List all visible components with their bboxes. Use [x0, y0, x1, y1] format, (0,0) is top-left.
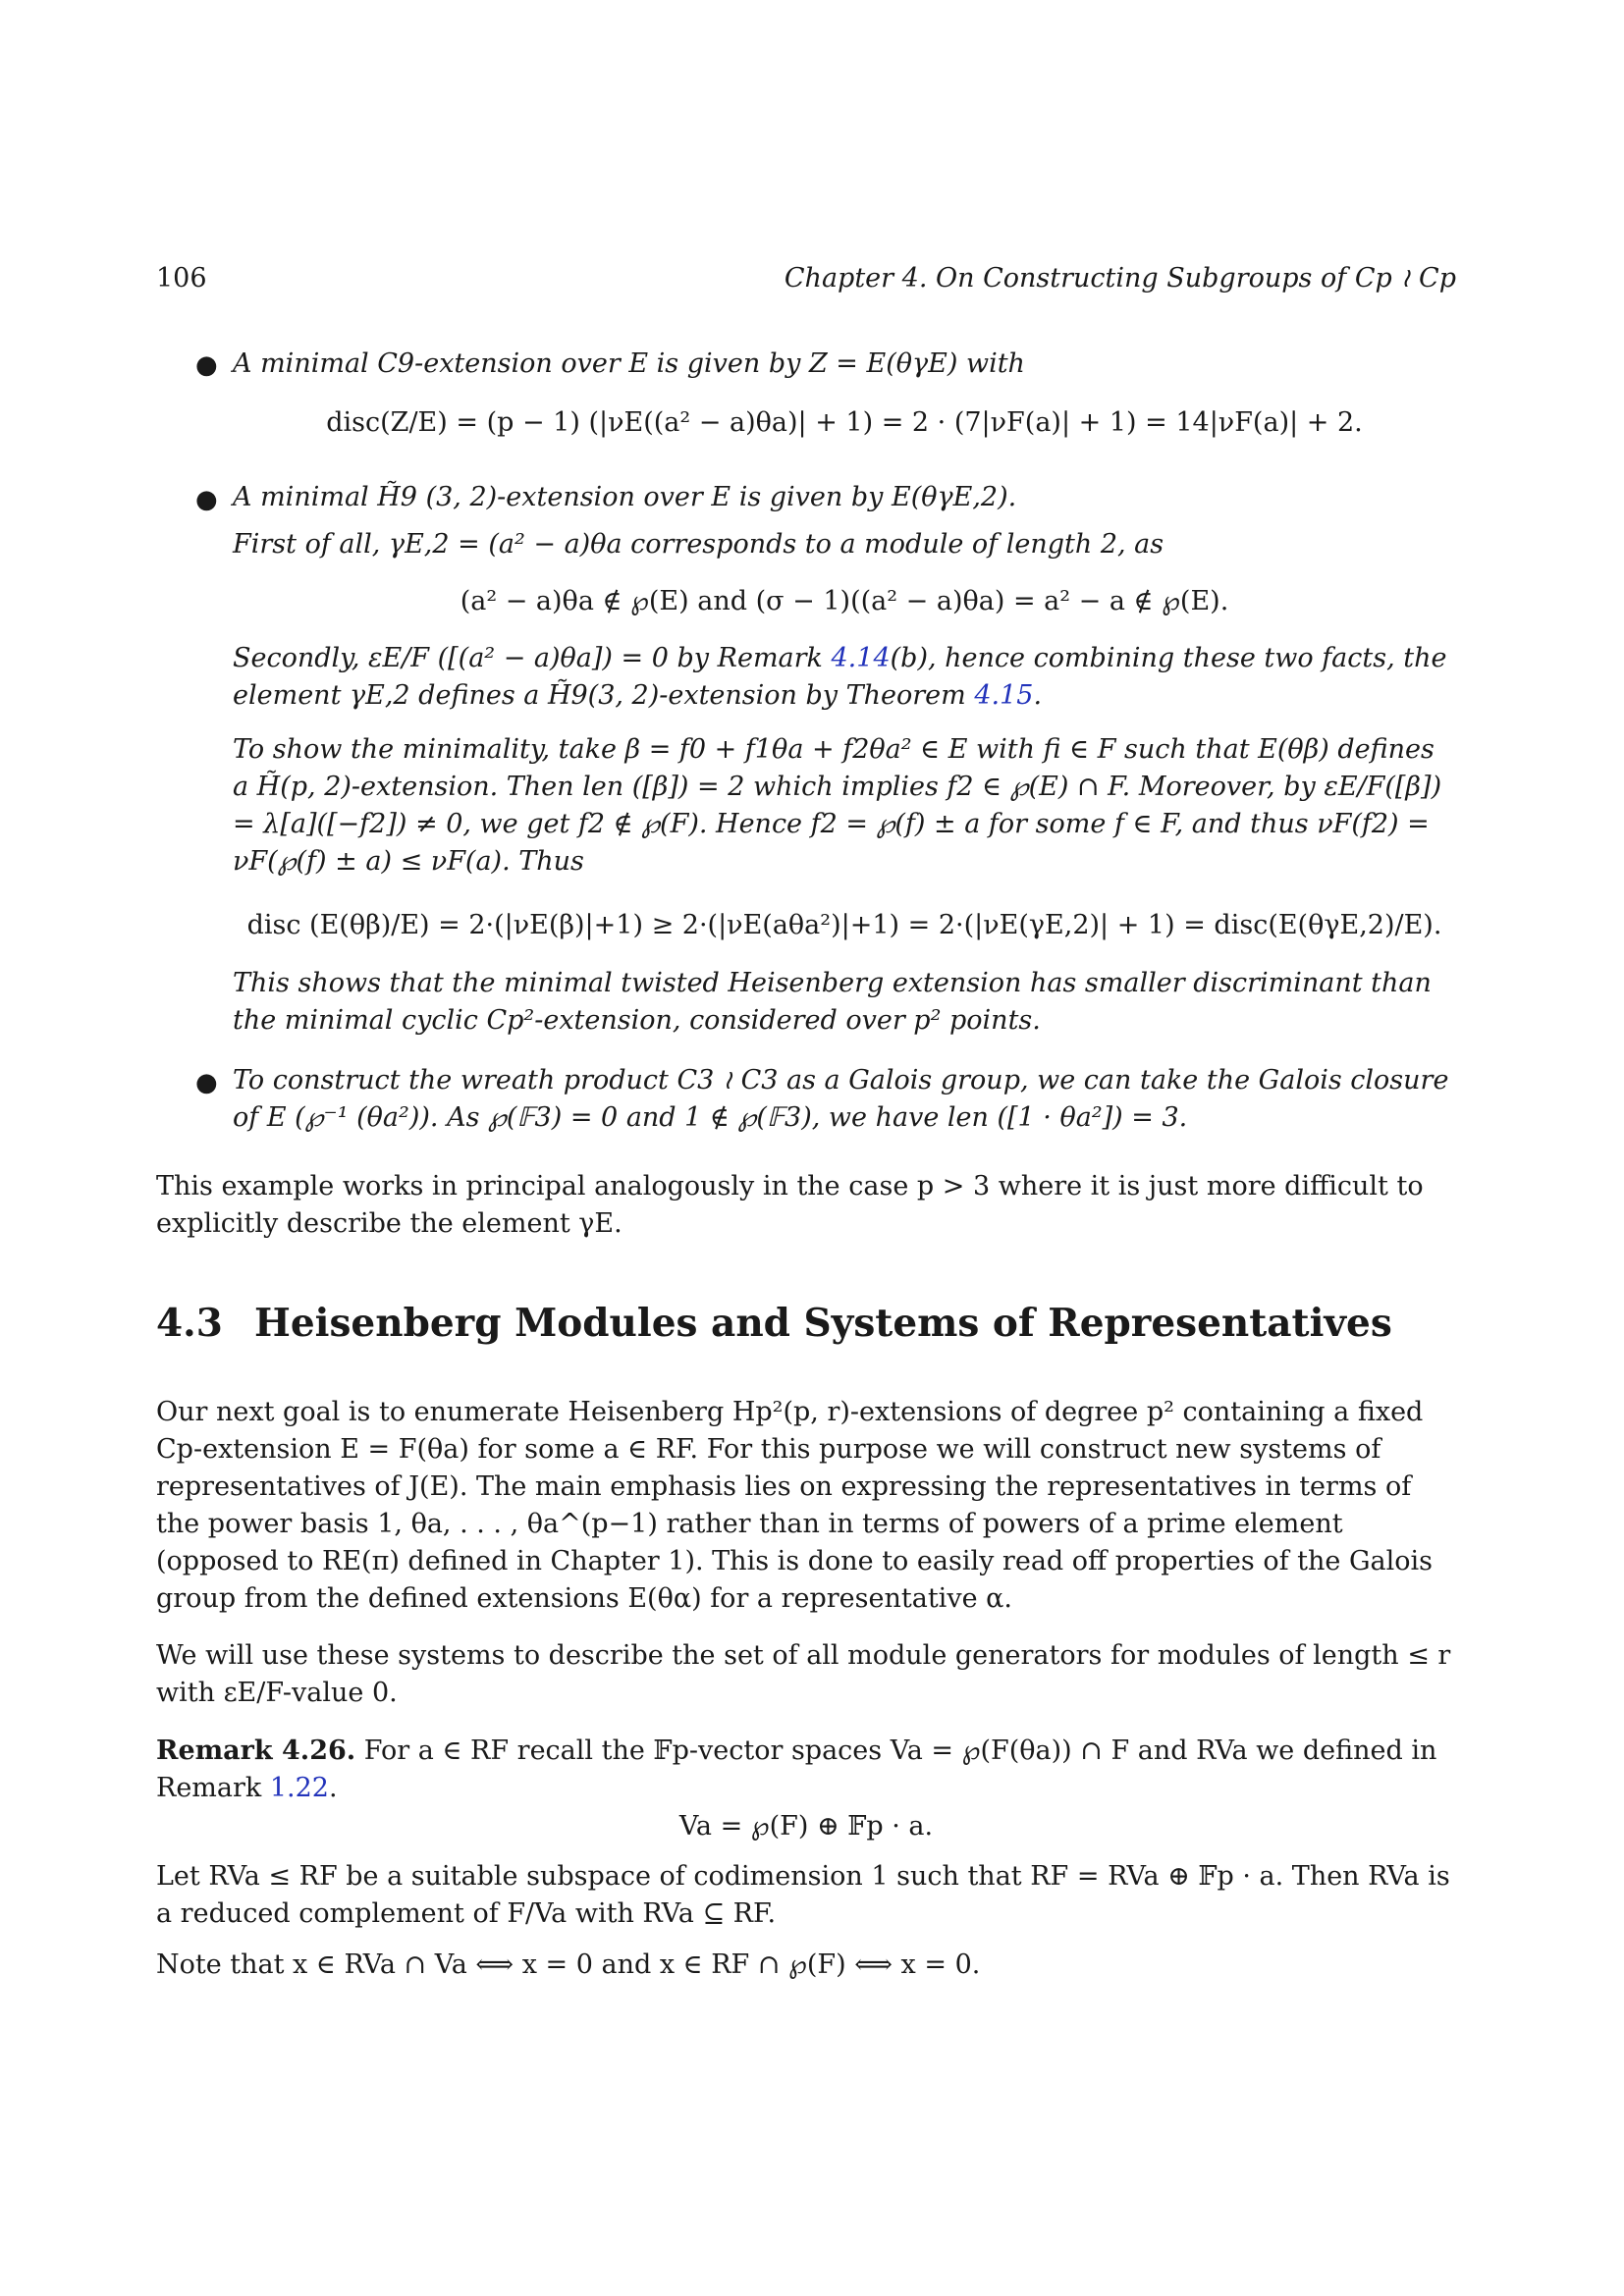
equation-disc-z: disc(Z/E) = (p − 1) (|νE((a² − a)θa)| + 1) = 2 · (7|νF(a)| + 1) = 14|νF(a)| + 2. [326, 407, 1363, 438]
bullet-icon: ● [195, 485, 218, 514]
paragraph-let: Let RVa ≤ RF be a suitable subspace of codimension 1 such that RF = RVa ⊕ 𝔽p · a. Then RVa is a reduced complement of F/Va with RVa ⊆ RF. [156, 1861, 1450, 1929]
paragraph-systems: We will use these systems to describe the set of all module generators for modules of length ≤ r with εE/F-value 0. [156, 1640, 1451, 1708]
remark-link[interactable]: 1.22 [269, 1773, 329, 1803]
bullet-icon: ● [195, 350, 218, 380]
section-number: 4.3 [156, 1301, 223, 1346]
bullet-2-paragraph-secondly [233, 640, 1456, 715]
text: . [1033, 680, 1043, 711]
theorem-link[interactable]: 4.15 [974, 680, 1034, 711]
section-heading [156, 1301, 1392, 1346]
bullet-2-line1: First of all, γE,2 = (a² − a)θa corresponds to a module of length 2, as [233, 529, 1164, 560]
text: For a ∈ RF recall the 𝔽p-vector spaces Va = ℘(F(θa)) ∩ F and RVa we defined in Remark [156, 1735, 1437, 1803]
equation-va: Va = ℘(F) ⊕ 𝔽p · a. [678, 1811, 934, 1842]
bullet-2-paragraph-shows: This shows that the minimal twisted Heisenberg extension has smaller discriminant than the minimal cyclic Cp²-extension, considered over p² points. [233, 968, 1432, 1036]
bullet-2-head: A minimal H̃9 (3, 2)-extension over E is given by E(θγE,2). [233, 482, 1017, 512]
equation-not-in-wp: (a² − a)θa ∉ ℘(E) and (σ − 1)((a² − a)θa) = a² − a ∉ ℘(E). [460, 586, 1229, 616]
running-title: Chapter 4. On Constructing Subgroups of Cp ≀ Cp [784, 263, 1456, 294]
bullet-2-paragraph-minimality: To show the minimality, take β = f0 + f1θa + f2θa² ∈ E with fi ∈ F such that E(θβ) defines a H̃(p, 2)-extension. Then len ([β]) = 2 which implies f2 ∈ ℘(E) ∩ F. Moreover, by εE/F([β]) = λ[a]([−f2]) ≠ 0, we get f2 ∉ ℘(F). Hence f2 = ℘(f) ± a for some f ∈ F, and thus νF(f2) = νF(℘(f) ± a) ≤ νF(a). Thus [233, 734, 1442, 877]
bullet-1-head: A minimal C9-extension over E is given by Z = E(θγE) with [233, 348, 1025, 379]
paragraph-next-goal: Our next goal is to enumerate Heisenberg Hp²(p, r)-extensions of degree p² containing a fixed Cp-extension E = F(θa) for some a ∈ RF. For this purpose we will construct new systems of representatives of J(E). The main emphasis lies on expressing the representatives in terms of the power basis 1, θa, . . . , θa^(p−1) rather than in terms of powers of a prime element (opposed to RE(π) defined in Chapter 1). This is done to easily read off properties of the Galois group from the defined extensions E(θα) for a representative α. [156, 1397, 1433, 1614]
paragraph-example: This example works in principal analogously in the case p > 3 where it is just more difficult to explicitly describe the element γE. [156, 1171, 1424, 1239]
text: . [328, 1773, 338, 1803]
bullet-3-text: To construct the wreath product C3 ≀ C3 as a Galois group, we can take the Galois closure of E (℘⁻¹ (θa²)). As ℘(𝔽3) = 0 and 1 ∉ ℘(𝔽3), we have len ([1 · θa²]) = 3. [233, 1065, 1449, 1133]
text: Secondly, εE/F ([(a² − a)θa]) = 0 by Remark [233, 643, 832, 673]
remark-link[interactable]: 4.14 [831, 643, 891, 673]
equation-disc-beta: disc (E(θβ)/E) = 2·(|νE(β)|+1) ≥ 2·(|νE(aθa²)|+1) = 2·(|νE(γE,2)| + 1) = disc(E(θγE,2)/E). [246, 910, 1442, 940]
section-title: Heisenberg Modules and Systems of Representatives [254, 1301, 1392, 1346]
text: (b), hence combining these two facts, the element γE,2 defines a H̃9(3, 2)-extension by Theorem [233, 643, 1447, 711]
remark-label: Remark 4.26. [156, 1735, 356, 1766]
page-number: 106 [156, 263, 207, 294]
remark-4-26 [156, 1733, 1456, 1807]
page-header [156, 263, 1456, 296]
bullet-icon: ● [195, 1068, 218, 1097]
paragraph-note: Note that x ∈ RVa ∩ Va ⟺ x = 0 and x ∈ RF ∩ ℘(F) ⟺ x = 0. [156, 1949, 981, 1980]
